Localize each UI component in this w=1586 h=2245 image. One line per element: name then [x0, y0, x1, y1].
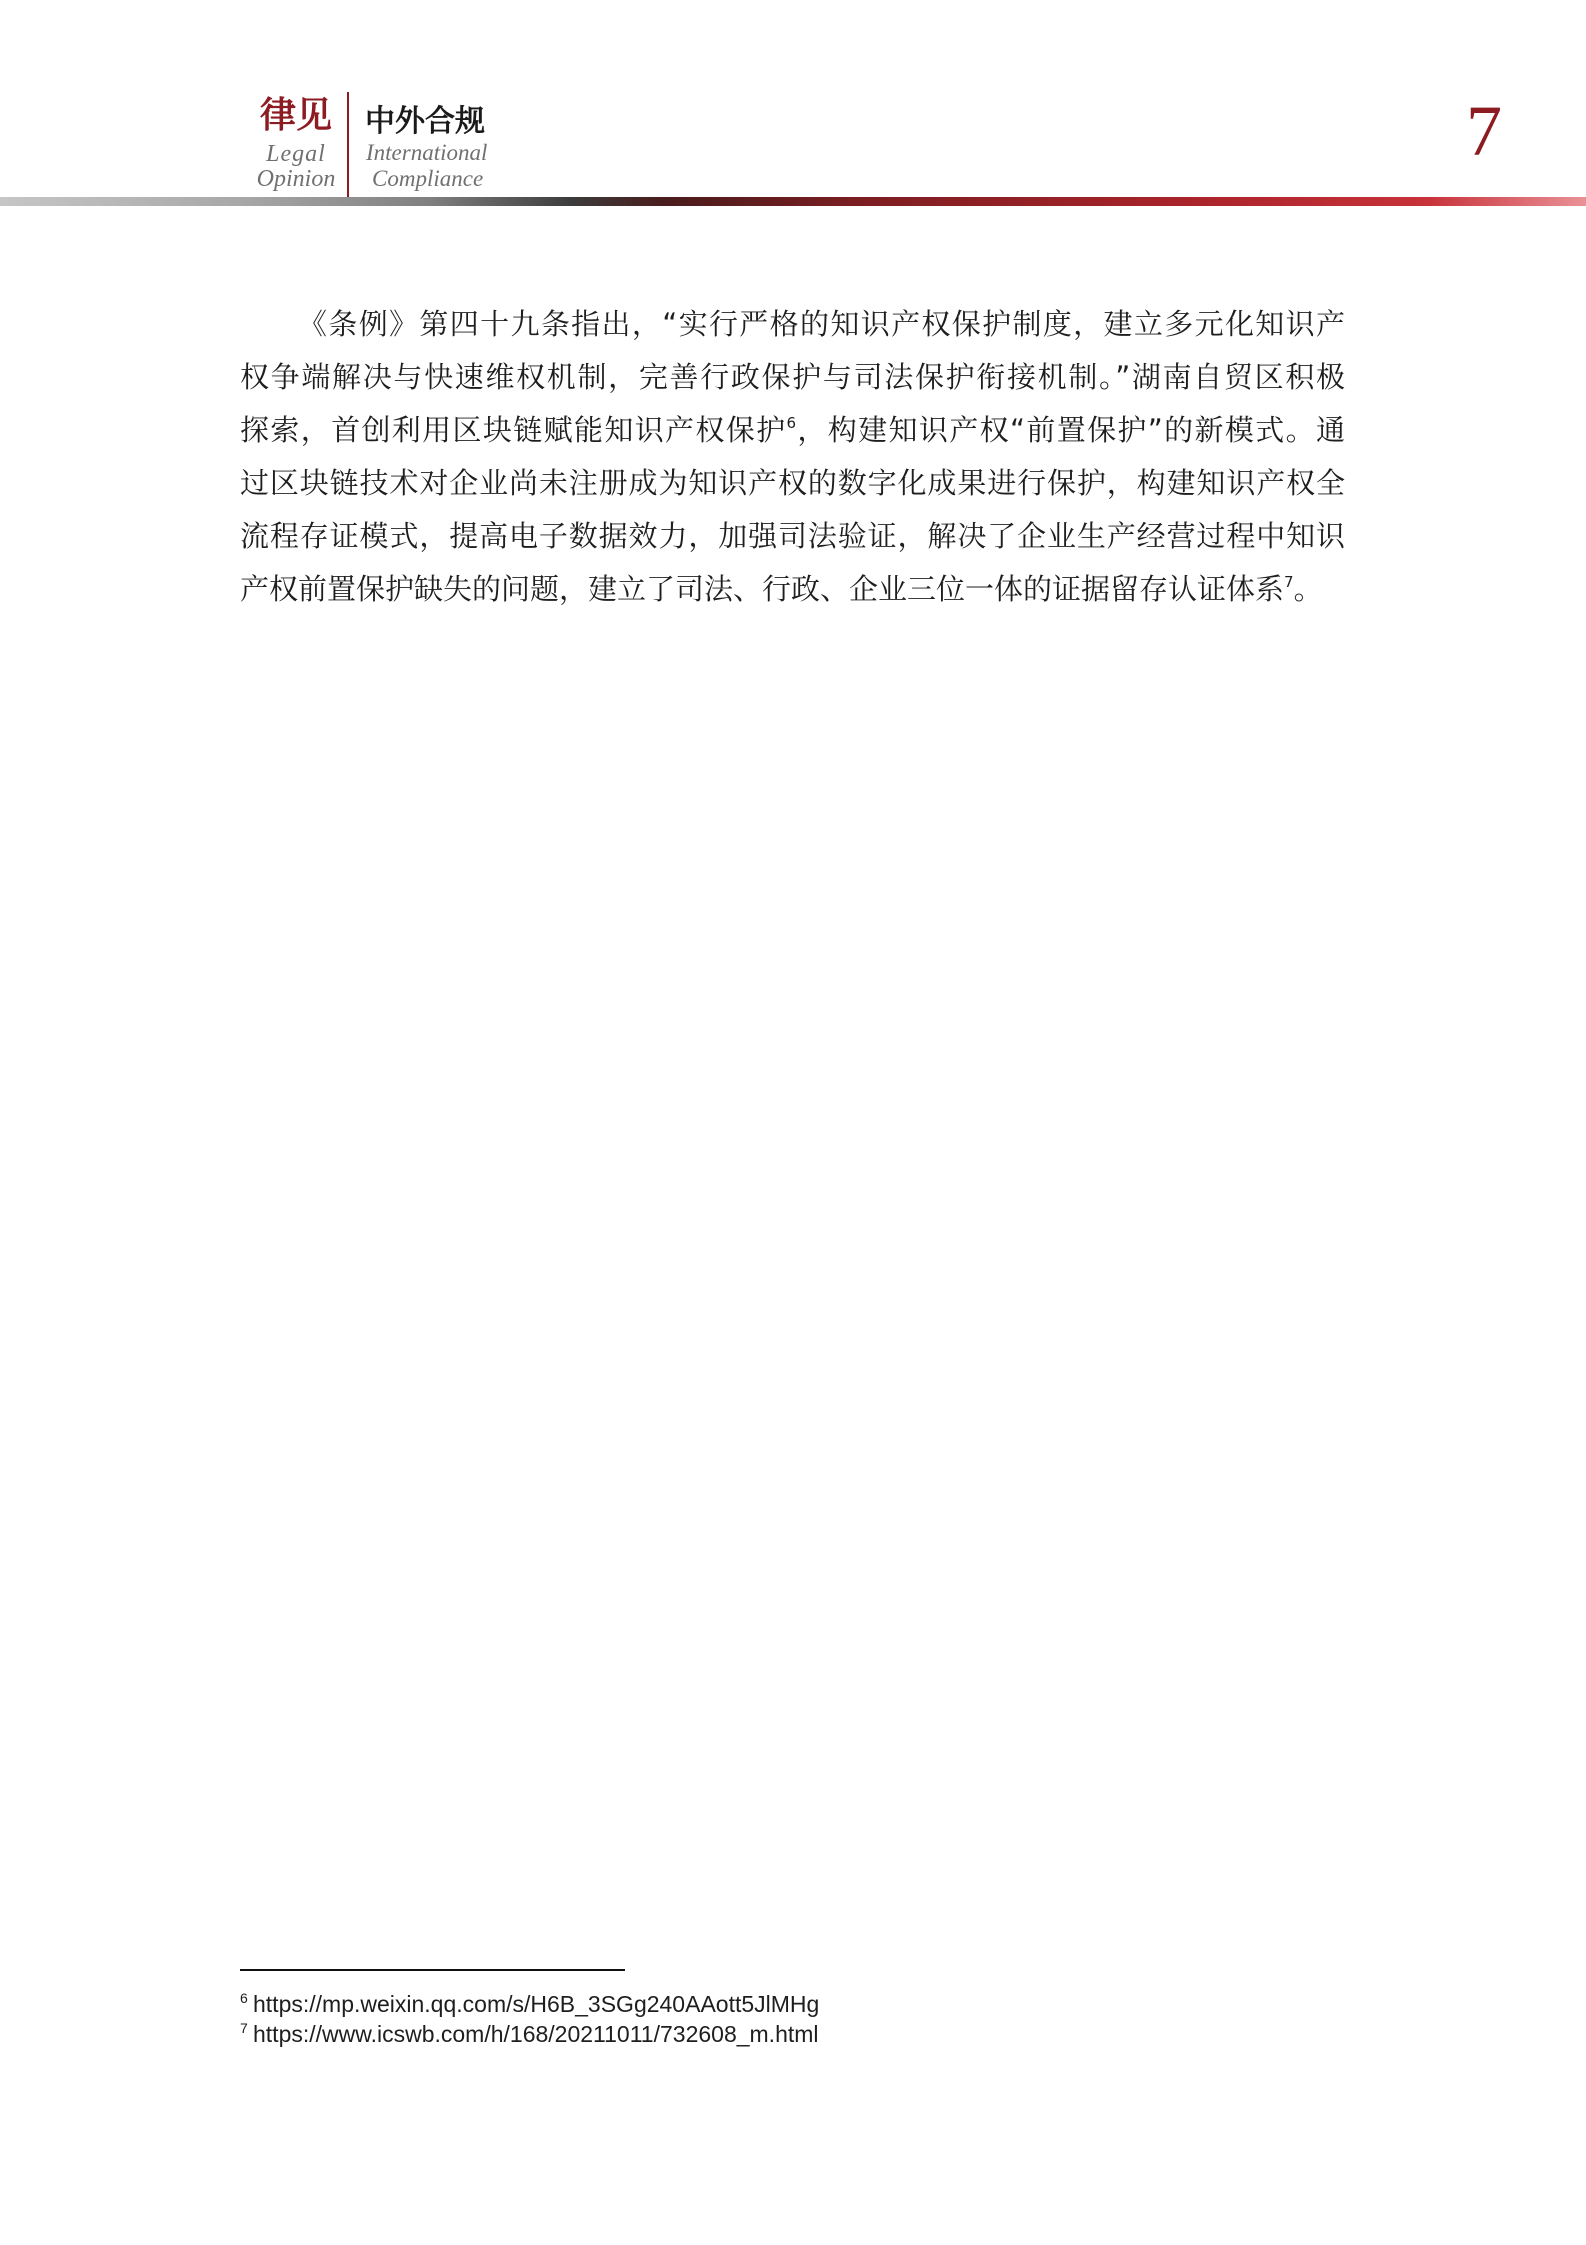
- footnote-item: [240, 1989, 819, 2019]
- logo-divider: [347, 92, 349, 204]
- paragraph-text: 《条例》第四十九条指出，“实行严格的知识产权保护制度，建立多元化知识产: [298, 307, 1345, 341]
- paragraph-line: [240, 510, 1345, 563]
- footnotes: [240, 1989, 819, 2049]
- header-gradient-rule: [0, 197, 1586, 206]
- footnote-url: https://www.icswb.com/h/168/20211011/732608_m.html: [253, 2021, 819, 2047]
- paragraph-text: 过区块链技术对企业尚未注册成为知识产权的数字化成果进行保护，构建知识产权全: [240, 466, 1345, 500]
- series-title-chinese: 中外合规: [365, 104, 485, 139]
- series-title-english-line-1: International: [366, 140, 488, 165]
- page-number: 7: [1466, 91, 1502, 171]
- footnote-url: https://mp.weixin.qq.com/s/H6B_3SGg240AAott5JlMHg: [253, 1991, 820, 2017]
- paragraph-text: 流程存证模式，提高电子数据效力，加强司法验证，解决了企业生产经营过程中知识: [240, 519, 1345, 553]
- paragraph-text: ，构建知识产权“前置保护”的新模式。通: [796, 413, 1345, 447]
- paragraph-line: [240, 298, 1345, 351]
- footnote-number: 7: [240, 2020, 248, 2036]
- logo-english-line-2: Opinion: [256, 166, 336, 192]
- paragraph-text: 。: [1293, 572, 1323, 606]
- footnote-reference: 7: [1284, 573, 1294, 591]
- body-paragraph: [240, 298, 1345, 616]
- paragraph-text: 探索，首创利用区块链赋能知识产权保护: [240, 413, 787, 447]
- paragraph-line: [240, 563, 1345, 616]
- paragraph-line: [240, 457, 1345, 510]
- paragraph-text: 产权前置保护缺失的问题，建立了司法、行政、企业三位一体的证据留存认证体系: [240, 572, 1285, 606]
- logo-english-line-1: Legal: [266, 141, 326, 167]
- paragraph-text: 权争端解决与快速维权机制，完善行政保护与司法保护衔接机制。”湖南自贸区积极: [240, 360, 1345, 394]
- footnote-reference: 6: [786, 414, 797, 432]
- footnote-number: 6: [240, 1990, 248, 2006]
- paragraph-line: [240, 404, 1345, 457]
- paragraph-line: [240, 351, 1345, 404]
- footnote-item: [240, 2019, 819, 2049]
- series-title-english-line-2: Compliance: [372, 166, 484, 191]
- footnote-separator: [240, 1969, 625, 1971]
- logo-chinese-name: 律见: [259, 94, 332, 136]
